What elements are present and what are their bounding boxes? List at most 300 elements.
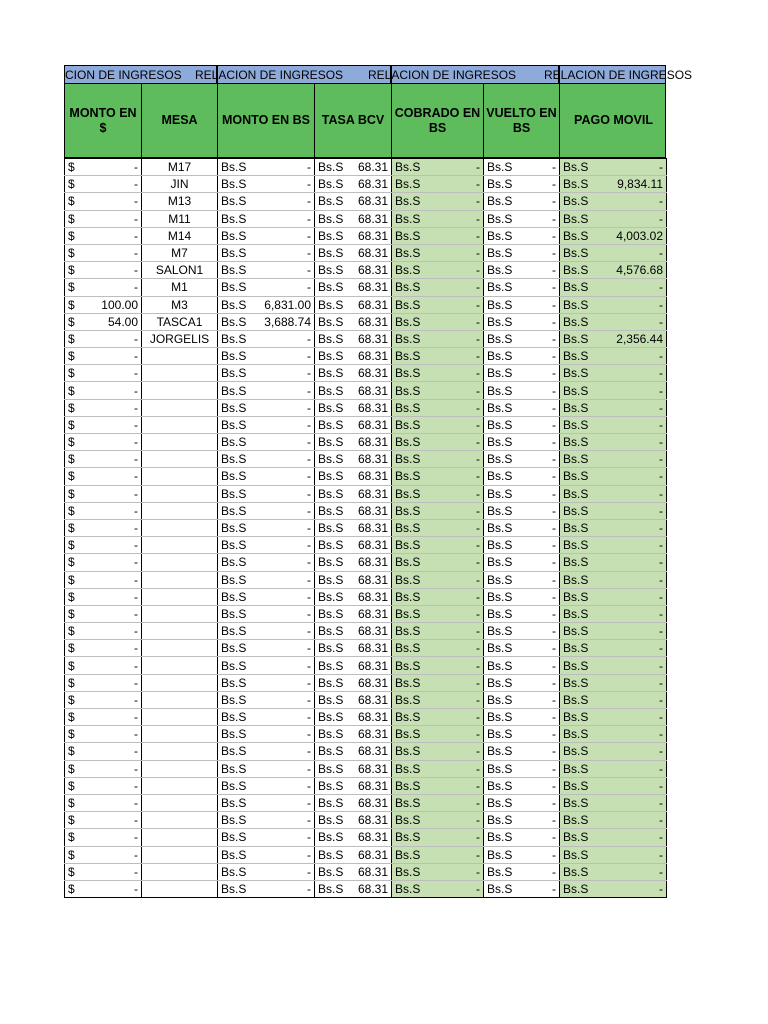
cell-pago-movil[interactable]: [560, 279, 667, 296]
cell-tasa-bcv[interactable]: [315, 330, 392, 347]
cell-mesa[interactable]: [142, 726, 218, 743]
cell-vuelto-bs[interactable]: [484, 399, 560, 416]
cell-vuelto-bs[interactable]: [484, 193, 560, 210]
cell-monto-usd[interactable]: [65, 227, 142, 244]
cell-vuelto-bs[interactable]: [484, 519, 560, 536]
cell-mesa[interactable]: [142, 416, 218, 433]
cell-vuelto-bs[interactable]: [484, 605, 560, 622]
cell-mesa[interactable]: [142, 519, 218, 536]
cell-tasa-bcv[interactable]: [315, 434, 392, 451]
cell-pago-movil[interactable]: [560, 863, 667, 880]
cell-mesa[interactable]: M7: [142, 244, 218, 261]
cell-monto-bs[interactable]: [218, 829, 315, 846]
cell-monto-usd[interactable]: [65, 623, 142, 640]
cell-monto-bs[interactable]: [218, 743, 315, 760]
cell-monto-bs[interactable]: [218, 227, 315, 244]
cell-pago-movil[interactable]: [560, 296, 667, 313]
cell-vuelto-bs[interactable]: [484, 640, 560, 657]
cell-mesa[interactable]: [142, 863, 218, 880]
cell-monto-bs[interactable]: [218, 348, 315, 365]
cell-monto-bs[interactable]: [218, 674, 315, 691]
cell-monto-bs[interactable]: [218, 519, 315, 536]
cell-tasa-bcv[interactable]: [315, 279, 392, 296]
cell-mesa[interactable]: [142, 880, 218, 897]
cell-pago-movil[interactable]: [560, 416, 667, 433]
cell-monto-usd[interactable]: [65, 279, 142, 296]
cell-monto-bs[interactable]: [218, 709, 315, 726]
cell-tasa-bcv[interactable]: [315, 451, 392, 468]
cell-tasa-bcv[interactable]: [315, 554, 392, 571]
cell-monto-usd[interactable]: [65, 399, 142, 416]
cell-monto-bs[interactable]: [218, 502, 315, 519]
cell-cobrado-bs[interactable]: [392, 657, 484, 674]
cell-tasa-bcv[interactable]: [315, 571, 392, 588]
cell-vuelto-bs[interactable]: [484, 691, 560, 708]
cell-vuelto-bs[interactable]: [484, 726, 560, 743]
cell-tasa-bcv[interactable]: [315, 623, 392, 640]
cell-mesa[interactable]: [142, 743, 218, 760]
cell-cobrado-bs[interactable]: [392, 227, 484, 244]
cell-mesa[interactable]: [142, 554, 218, 571]
cell-vuelto-bs[interactable]: [484, 863, 560, 880]
cell-tasa-bcv[interactable]: [315, 244, 392, 261]
cell-monto-usd[interactable]: [65, 777, 142, 794]
cell-cobrado-bs[interactable]: [392, 519, 484, 536]
cell-tasa-bcv[interactable]: [315, 726, 392, 743]
cell-tasa-bcv[interactable]: [315, 382, 392, 399]
cell-vuelto-bs[interactable]: [484, 451, 560, 468]
cell-monto-usd[interactable]: [65, 829, 142, 846]
cell-mesa[interactable]: JORGELIS: [142, 330, 218, 347]
cell-pago-movil[interactable]: [560, 605, 667, 622]
cell-mesa[interactable]: JIN: [142, 176, 218, 193]
cell-cobrado-bs[interactable]: [392, 296, 484, 313]
cell-cobrado-bs[interactable]: [392, 537, 484, 554]
cell-monto-usd[interactable]: [65, 588, 142, 605]
cell-monto-usd[interactable]: [65, 863, 142, 880]
cell-pago-movil[interactable]: [560, 502, 667, 519]
cell-monto-usd[interactable]: [65, 743, 142, 760]
cell-tasa-bcv[interactable]: [315, 691, 392, 708]
cell-mesa[interactable]: M11: [142, 210, 218, 227]
cell-vuelto-bs[interactable]: [484, 244, 560, 261]
cell-pago-movil[interactable]: [560, 485, 667, 502]
cell-vuelto-bs[interactable]: [484, 210, 560, 227]
cell-monto-bs[interactable]: [218, 451, 315, 468]
cell-monto-usd[interactable]: [65, 794, 142, 811]
cell-monto-bs[interactable]: [218, 159, 315, 176]
cell-monto-bs[interactable]: [218, 537, 315, 554]
cell-vuelto-bs[interactable]: [484, 296, 560, 313]
cell-vuelto-bs[interactable]: [484, 348, 560, 365]
cell-mesa[interactable]: [142, 588, 218, 605]
cell-mesa[interactable]: [142, 382, 218, 399]
cell-monto-bs[interactable]: [218, 296, 315, 313]
cell-tasa-bcv[interactable]: [315, 846, 392, 863]
cell-tasa-bcv[interactable]: [315, 159, 392, 176]
cell-tasa-bcv[interactable]: [315, 193, 392, 210]
cell-tasa-bcv[interactable]: [315, 760, 392, 777]
cell-cobrado-bs[interactable]: [392, 863, 484, 880]
cell-mesa[interactable]: [142, 846, 218, 863]
cell-monto-bs[interactable]: [218, 193, 315, 210]
cell-mesa[interactable]: M3: [142, 296, 218, 313]
cell-tasa-bcv[interactable]: [315, 863, 392, 880]
cell-mesa[interactable]: [142, 434, 218, 451]
cell-cobrado-bs[interactable]: [392, 880, 484, 897]
cell-pago-movil[interactable]: [560, 554, 667, 571]
cell-cobrado-bs[interactable]: [392, 605, 484, 622]
cell-tasa-bcv[interactable]: [315, 348, 392, 365]
cell-cobrado-bs[interactable]: [392, 623, 484, 640]
cell-pago-movil[interactable]: [560, 330, 667, 347]
cell-monto-bs[interactable]: [218, 691, 315, 708]
cell-cobrado-bs[interactable]: [392, 244, 484, 261]
cell-tasa-bcv[interactable]: [315, 262, 392, 279]
cell-vuelto-bs[interactable]: [484, 416, 560, 433]
cell-cobrado-bs[interactable]: [392, 279, 484, 296]
cell-pago-movil[interactable]: [560, 657, 667, 674]
cell-monto-usd[interactable]: [65, 640, 142, 657]
cell-tasa-bcv[interactable]: [315, 502, 392, 519]
cell-vuelto-bs[interactable]: [484, 502, 560, 519]
cell-cobrado-bs[interactable]: [392, 829, 484, 846]
cell-vuelto-bs[interactable]: [484, 760, 560, 777]
cell-tasa-bcv[interactable]: [315, 176, 392, 193]
cell-monto-usd[interactable]: [65, 262, 142, 279]
cell-vuelto-bs[interactable]: [484, 485, 560, 502]
cell-monto-bs[interactable]: [218, 468, 315, 485]
cell-mesa[interactable]: [142, 760, 218, 777]
cell-monto-bs[interactable]: [218, 794, 315, 811]
cell-pago-movil[interactable]: [560, 434, 667, 451]
cell-pago-movil[interactable]: [560, 794, 667, 811]
cell-cobrado-bs[interactable]: [392, 846, 484, 863]
cell-vuelto-bs[interactable]: [484, 674, 560, 691]
cell-monto-bs[interactable]: [218, 726, 315, 743]
cell-monto-usd[interactable]: [65, 812, 142, 829]
cell-pago-movil[interactable]: [560, 691, 667, 708]
cell-mesa[interactable]: [142, 365, 218, 382]
cell-monto-usd[interactable]: [65, 571, 142, 588]
cell-mesa[interactable]: [142, 399, 218, 416]
cell-pago-movil[interactable]: [560, 743, 667, 760]
cell-pago-movil[interactable]: [560, 399, 667, 416]
cell-pago-movil[interactable]: [560, 674, 667, 691]
cell-cobrado-bs[interactable]: [392, 502, 484, 519]
cell-monto-usd[interactable]: [65, 537, 142, 554]
cell-vuelto-bs[interactable]: [484, 588, 560, 605]
cell-mesa[interactable]: [142, 348, 218, 365]
cell-monto-usd[interactable]: [65, 451, 142, 468]
cell-monto-usd[interactable]: [65, 434, 142, 451]
cell-vuelto-bs[interactable]: [484, 657, 560, 674]
cell-cobrado-bs[interactable]: [392, 554, 484, 571]
cell-monto-usd[interactable]: [65, 365, 142, 382]
cell-monto-bs[interactable]: [218, 210, 315, 227]
cell-vuelto-bs[interactable]: [484, 794, 560, 811]
cell-tasa-bcv[interactable]: [315, 296, 392, 313]
cell-monto-usd[interactable]: [65, 554, 142, 571]
cell-cobrado-bs[interactable]: [392, 210, 484, 227]
cell-cobrado-bs[interactable]: [392, 691, 484, 708]
cell-pago-movil[interactable]: [560, 880, 667, 897]
cell-monto-bs[interactable]: [218, 623, 315, 640]
cell-monto-usd[interactable]: [65, 416, 142, 433]
cell-monto-bs[interactable]: [218, 330, 315, 347]
cell-vuelto-bs[interactable]: [484, 262, 560, 279]
cell-mesa[interactable]: [142, 657, 218, 674]
cell-pago-movil[interactable]: [560, 640, 667, 657]
cell-monto-bs[interactable]: [218, 416, 315, 433]
cell-mesa[interactable]: [142, 485, 218, 502]
cell-cobrado-bs[interactable]: [392, 193, 484, 210]
cell-monto-bs[interactable]: [218, 365, 315, 382]
cell-mesa[interactable]: [142, 794, 218, 811]
cell-cobrado-bs[interactable]: [392, 313, 484, 330]
cell-monto-usd[interactable]: [65, 709, 142, 726]
cell-tasa-bcv[interactable]: [315, 640, 392, 657]
cell-monto-bs[interactable]: [218, 244, 315, 261]
cell-tasa-bcv[interactable]: [315, 485, 392, 502]
cell-tasa-bcv[interactable]: [315, 588, 392, 605]
cell-mesa[interactable]: M14: [142, 227, 218, 244]
cell-mesa[interactable]: M13: [142, 193, 218, 210]
cell-vuelto-bs[interactable]: [484, 382, 560, 399]
cell-vuelto-bs[interactable]: [484, 812, 560, 829]
cell-cobrado-bs[interactable]: [392, 709, 484, 726]
cell-pago-movil[interactable]: [560, 176, 667, 193]
cell-pago-movil[interactable]: [560, 159, 667, 176]
cell-vuelto-bs[interactable]: [484, 571, 560, 588]
cell-cobrado-bs[interactable]: [392, 159, 484, 176]
cell-tasa-bcv[interactable]: [315, 812, 392, 829]
cell-mesa[interactable]: [142, 709, 218, 726]
cell-vuelto-bs[interactable]: [484, 434, 560, 451]
cell-monto-usd[interactable]: [65, 296, 142, 313]
cell-monto-usd[interactable]: [65, 657, 142, 674]
cell-cobrado-bs[interactable]: [392, 382, 484, 399]
cell-pago-movil[interactable]: [560, 537, 667, 554]
cell-tasa-bcv[interactable]: [315, 210, 392, 227]
cell-mesa[interactable]: [142, 640, 218, 657]
cell-monto-usd[interactable]: [65, 674, 142, 691]
cell-pago-movil[interactable]: [560, 709, 667, 726]
cell-mesa[interactable]: [142, 812, 218, 829]
cell-pago-movil[interactable]: [560, 468, 667, 485]
cell-monto-bs[interactable]: [218, 554, 315, 571]
cell-monto-bs[interactable]: [218, 279, 315, 296]
cell-monto-bs[interactable]: [218, 262, 315, 279]
cell-cobrado-bs[interactable]: [392, 743, 484, 760]
cell-mesa[interactable]: [142, 674, 218, 691]
cell-cobrado-bs[interactable]: [392, 794, 484, 811]
cell-pago-movil[interactable]: [560, 451, 667, 468]
cell-mesa[interactable]: [142, 829, 218, 846]
cell-cobrado-bs[interactable]: [392, 176, 484, 193]
cell-monto-bs[interactable]: [218, 434, 315, 451]
cell-mesa[interactable]: [142, 777, 218, 794]
cell-pago-movil[interactable]: [560, 262, 667, 279]
cell-monto-usd[interactable]: [65, 760, 142, 777]
cell-tasa-bcv[interactable]: [315, 227, 392, 244]
cell-monto-bs[interactable]: [218, 880, 315, 897]
cell-monto-bs[interactable]: [218, 399, 315, 416]
cell-monto-bs[interactable]: [218, 176, 315, 193]
cell-pago-movil[interactable]: [560, 348, 667, 365]
cell-monto-bs[interactable]: [218, 313, 315, 330]
cell-pago-movil[interactable]: [560, 244, 667, 261]
cell-mesa[interactable]: [142, 623, 218, 640]
cell-monto-usd[interactable]: [65, 330, 142, 347]
cell-cobrado-bs[interactable]: [392, 348, 484, 365]
cell-pago-movil[interactable]: [560, 193, 667, 210]
cell-pago-movil[interactable]: [560, 760, 667, 777]
cell-monto-bs[interactable]: [218, 640, 315, 657]
cell-mesa[interactable]: TASCA1: [142, 313, 218, 330]
cell-cobrado-bs[interactable]: [392, 399, 484, 416]
cell-vuelto-bs[interactable]: [484, 537, 560, 554]
cell-monto-bs[interactable]: [218, 605, 315, 622]
cell-cobrado-bs[interactable]: [392, 777, 484, 794]
cell-tasa-bcv[interactable]: [315, 365, 392, 382]
cell-cobrado-bs[interactable]: [392, 434, 484, 451]
cell-vuelto-bs[interactable]: [484, 227, 560, 244]
cell-monto-usd[interactable]: [65, 382, 142, 399]
cell-monto-usd[interactable]: [65, 485, 142, 502]
cell-cobrado-bs[interactable]: [392, 468, 484, 485]
cell-mesa[interactable]: SALON1: [142, 262, 218, 279]
cell-pago-movil[interactable]: [560, 812, 667, 829]
cell-tasa-bcv[interactable]: [315, 605, 392, 622]
cell-mesa[interactable]: [142, 468, 218, 485]
cell-cobrado-bs[interactable]: [392, 812, 484, 829]
cell-monto-bs[interactable]: [218, 382, 315, 399]
cell-vuelto-bs[interactable]: [484, 330, 560, 347]
cell-monto-usd[interactable]: [65, 846, 142, 863]
cell-tasa-bcv[interactable]: [315, 709, 392, 726]
cell-pago-movil[interactable]: [560, 571, 667, 588]
cell-cobrado-bs[interactable]: [392, 760, 484, 777]
cell-pago-movil[interactable]: [560, 382, 667, 399]
cell-tasa-bcv[interactable]: [315, 519, 392, 536]
cell-cobrado-bs[interactable]: [392, 485, 484, 502]
cell-tasa-bcv[interactable]: [315, 416, 392, 433]
cell-vuelto-bs[interactable]: [484, 709, 560, 726]
cell-monto-bs[interactable]: [218, 588, 315, 605]
cell-cobrado-bs[interactable]: [392, 674, 484, 691]
cell-pago-movil[interactable]: [560, 313, 667, 330]
cell-mesa[interactable]: [142, 537, 218, 554]
cell-monto-usd[interactable]: [65, 519, 142, 536]
cell-mesa[interactable]: [142, 571, 218, 588]
cell-monto-bs[interactable]: [218, 863, 315, 880]
cell-monto-usd[interactable]: [65, 210, 142, 227]
cell-tasa-bcv[interactable]: [315, 468, 392, 485]
cell-cobrado-bs[interactable]: [392, 330, 484, 347]
cell-cobrado-bs[interactable]: [392, 416, 484, 433]
cell-mesa[interactable]: [142, 502, 218, 519]
cell-monto-usd[interactable]: [65, 502, 142, 519]
cell-monto-bs[interactable]: [218, 571, 315, 588]
cell-cobrado-bs[interactable]: [392, 588, 484, 605]
cell-pago-movil[interactable]: [560, 588, 667, 605]
cell-cobrado-bs[interactable]: [392, 726, 484, 743]
cell-vuelto-bs[interactable]: [484, 176, 560, 193]
cell-monto-bs[interactable]: [218, 812, 315, 829]
cell-cobrado-bs[interactable]: [392, 451, 484, 468]
cell-mesa[interactable]: [142, 691, 218, 708]
cell-tasa-bcv[interactable]: [315, 829, 392, 846]
cell-mesa[interactable]: [142, 451, 218, 468]
cell-pago-movil[interactable]: [560, 365, 667, 382]
cell-monto-bs[interactable]: [218, 777, 315, 794]
cell-monto-bs[interactable]: [218, 846, 315, 863]
cell-monto-usd[interactable]: [65, 880, 142, 897]
cell-vuelto-bs[interactable]: [484, 554, 560, 571]
cell-tasa-bcv[interactable]: [315, 880, 392, 897]
cell-mesa[interactable]: M1: [142, 279, 218, 296]
cell-monto-usd[interactable]: [65, 691, 142, 708]
cell-pago-movil[interactable]: [560, 227, 667, 244]
cell-tasa-bcv[interactable]: [315, 313, 392, 330]
cell-mesa[interactable]: M17: [142, 159, 218, 176]
cell-tasa-bcv[interactable]: [315, 399, 392, 416]
cell-monto-usd[interactable]: [65, 605, 142, 622]
cell-pago-movil[interactable]: [560, 829, 667, 846]
cell-monto-bs[interactable]: [218, 657, 315, 674]
cell-pago-movil[interactable]: [560, 623, 667, 640]
cell-pago-movil[interactable]: [560, 846, 667, 863]
cell-vuelto-bs[interactable]: [484, 279, 560, 296]
cell-monto-usd[interactable]: [65, 159, 142, 176]
cell-tasa-bcv[interactable]: [315, 537, 392, 554]
cell-vuelto-bs[interactable]: [484, 777, 560, 794]
cell-tasa-bcv[interactable]: [315, 674, 392, 691]
cell-pago-movil[interactable]: [560, 726, 667, 743]
cell-pago-movil[interactable]: [560, 777, 667, 794]
cell-vuelto-bs[interactable]: [484, 365, 560, 382]
cell-tasa-bcv[interactable]: [315, 657, 392, 674]
cell-pago-movil[interactable]: [560, 210, 667, 227]
cell-tasa-bcv[interactable]: [315, 794, 392, 811]
cell-vuelto-bs[interactable]: [484, 846, 560, 863]
cell-monto-bs[interactable]: [218, 760, 315, 777]
cell-vuelto-bs[interactable]: [484, 829, 560, 846]
cell-vuelto-bs[interactable]: [484, 468, 560, 485]
cell-pago-movil[interactable]: [560, 519, 667, 536]
cell-monto-usd[interactable]: [65, 348, 142, 365]
cell-tasa-bcv[interactable]: [315, 777, 392, 794]
cell-vuelto-bs[interactable]: [484, 880, 560, 897]
cell-cobrado-bs[interactable]: [392, 571, 484, 588]
cell-tasa-bcv[interactable]: [315, 743, 392, 760]
cell-cobrado-bs[interactable]: [392, 640, 484, 657]
cell-monto-usd[interactable]: [65, 193, 142, 210]
cell-monto-usd[interactable]: [65, 726, 142, 743]
cell-monto-usd[interactable]: [65, 468, 142, 485]
cell-monto-bs[interactable]: [218, 485, 315, 502]
cell-monto-usd[interactable]: [65, 244, 142, 261]
cell-cobrado-bs[interactable]: [392, 365, 484, 382]
cell-vuelto-bs[interactable]: [484, 623, 560, 640]
cell-mesa[interactable]: [142, 605, 218, 622]
cell-vuelto-bs[interactable]: [484, 313, 560, 330]
cell-vuelto-bs[interactable]: [484, 159, 560, 176]
cell-cobrado-bs[interactable]: [392, 262, 484, 279]
cell-monto-usd[interactable]: [65, 176, 142, 193]
cell-vuelto-bs[interactable]: [484, 743, 560, 760]
